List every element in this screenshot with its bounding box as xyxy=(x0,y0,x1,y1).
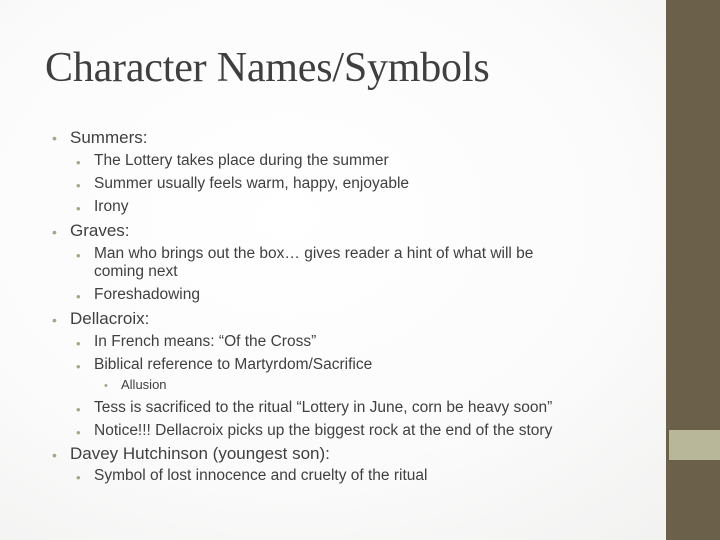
bullet-marker: • xyxy=(52,312,57,328)
list-item: Symbol of lost innocence and cruelty of the ritual xyxy=(94,467,428,484)
bullet-marker: • xyxy=(52,447,57,463)
bullet-marker: • xyxy=(76,201,81,216)
accent-block-light xyxy=(669,430,720,460)
list-item: Man who brings out the box… gives reader a hint of what will be xyxy=(94,245,534,262)
list-item: Allusion xyxy=(121,377,167,392)
bullet-marker: • xyxy=(76,359,81,374)
bullet-marker: • xyxy=(52,224,57,240)
list-item: Tess is sacrificed to the ritual “Lottery in June, corn be heavy soon” xyxy=(94,399,553,416)
list-item-continuation: coming next xyxy=(94,263,178,280)
list-item: Biblical reference to Martyrdom/Sacrifice xyxy=(94,356,373,373)
bullet-marker: • xyxy=(76,248,81,263)
bullet-marker: • xyxy=(76,425,81,440)
list-item: Davey Hutchinson (youngest son): xyxy=(70,444,330,463)
bullet-marker: • xyxy=(76,178,81,193)
bullet-marker: • xyxy=(76,336,81,351)
list-item: Graves: xyxy=(70,221,130,240)
bullet-marker: • xyxy=(76,155,81,170)
list-item: Foreshadowing xyxy=(94,286,200,303)
list-item: In French means: “Of the Cross” xyxy=(94,333,317,350)
accent-block-dark xyxy=(669,460,720,540)
list-item: Summers: xyxy=(70,128,148,147)
bullet-marker: • xyxy=(52,130,57,146)
bullet-marker: • xyxy=(76,470,81,485)
list-item: Notice!!! Dellacroix picks up the biggest rock at the end of the story xyxy=(94,422,553,439)
slide-title: Character Names/Symbols xyxy=(45,45,490,91)
list-item: Dellacroix: xyxy=(70,309,150,328)
list-item: Summer usually feels warm, happy, enjoyable xyxy=(94,175,410,192)
list-item: The Lottery takes place during the summer xyxy=(94,152,389,169)
bullet-marker: • xyxy=(104,380,108,392)
list-item: Irony xyxy=(94,198,129,215)
bullet-marker: • xyxy=(76,402,81,417)
bullet-marker: • xyxy=(76,289,81,304)
